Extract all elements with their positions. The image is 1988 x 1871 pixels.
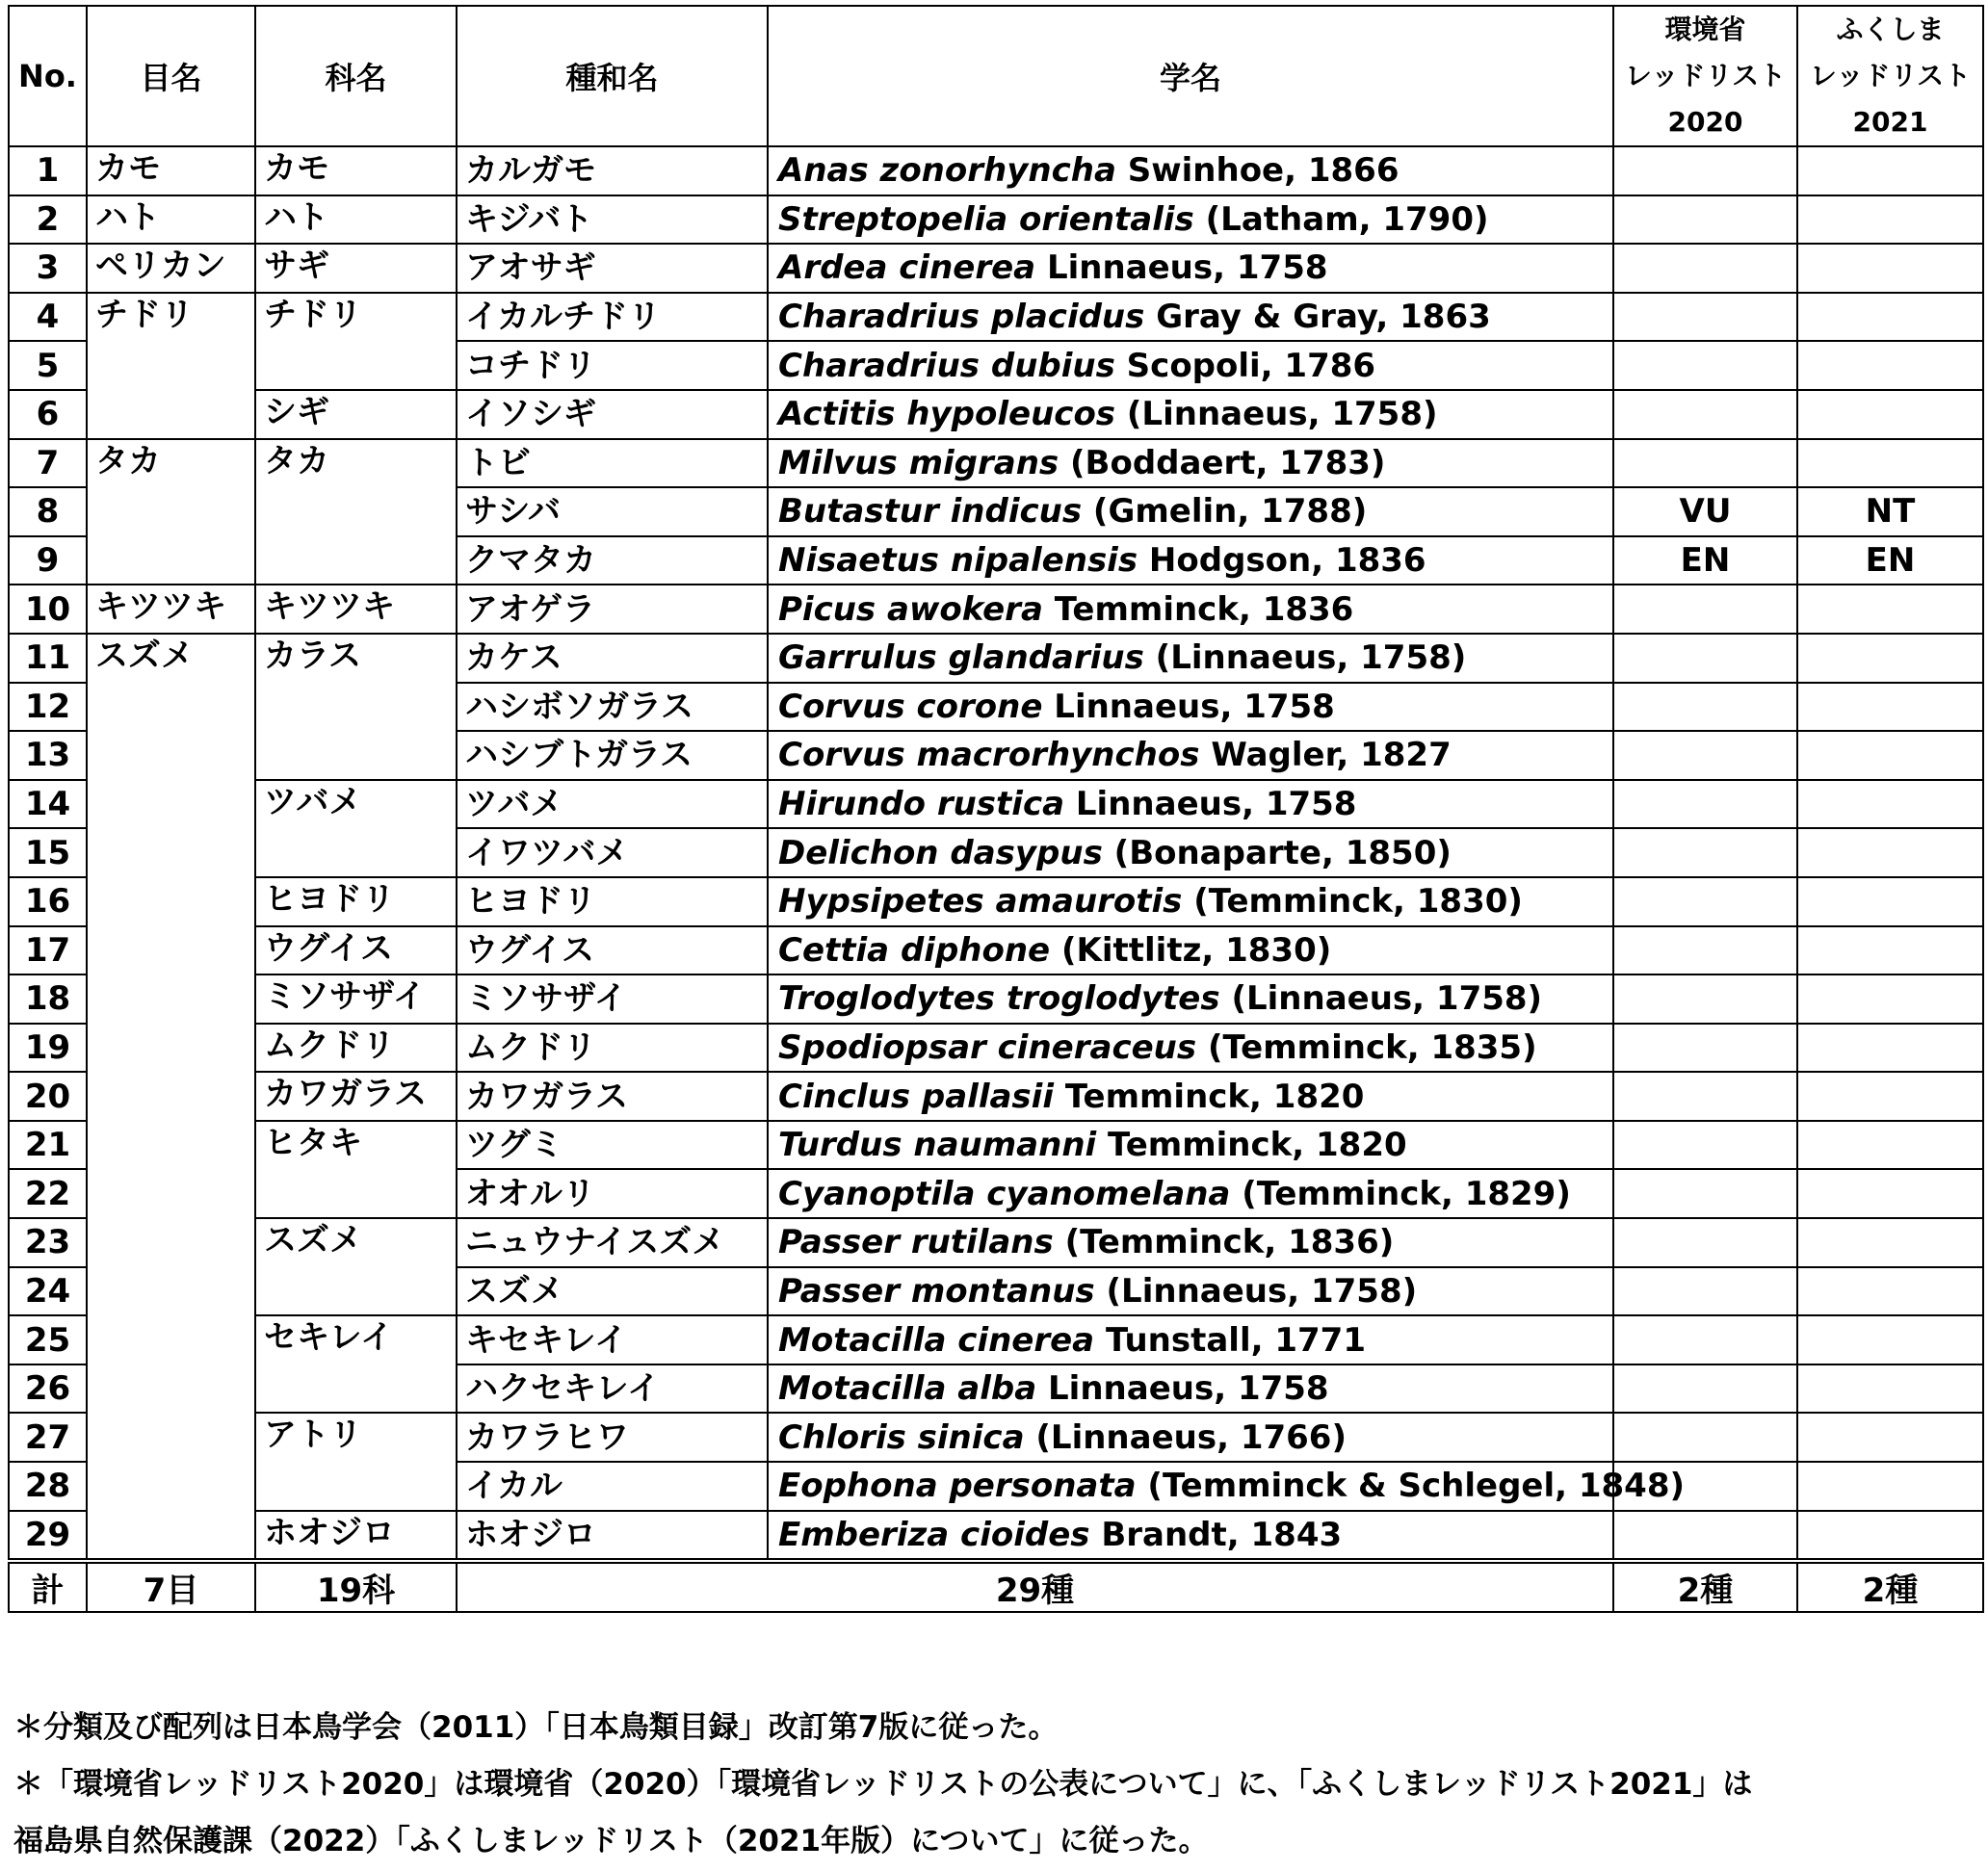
cell-scientific-name [768,877,1613,926]
cell-fukushima-status [1797,1121,1983,1170]
cell-moe-status [1613,146,1797,195]
author-year: (Temminck & Schlegel, 1848) [1147,1467,1686,1506]
author-year: Linnaeus, 1758 [1075,785,1357,824]
cell-japanese-name: ツグミ [457,1121,768,1170]
cell-fukushima-status [1797,926,1983,975]
cell-japanese-name: ウグイス [457,926,768,975]
cell-moe-status [1613,1364,1797,1414]
cell-fukushima-status [1797,780,1983,829]
cell-fukushima-status [1797,390,1983,439]
cell-fukushima-status [1797,439,1983,488]
genus-species: Passer rutilans [778,1223,1054,1262]
header-order: 目名 [87,6,255,146]
cell-no: 4 [9,293,87,342]
cell-moe-status [1613,1315,1797,1364]
table-row [9,780,1983,829]
cell-no: 25 [9,1315,87,1364]
cell-no: 5 [9,341,87,390]
cell-no: 6 [9,390,87,439]
genus-species: Chloris sinica [778,1417,1025,1457]
author-year: Hodgson, 1836 [1148,541,1426,581]
cell-japanese-name: スズメ [457,1267,768,1316]
author-year: Tunstall, 1771 [1105,1320,1366,1360]
genus-species: Ardea cinerea [778,248,1036,288]
genus-species: Emberiza cioides [778,1515,1090,1554]
header-moe-line: 2020 [1667,106,1743,138]
genus-species: Charadrius dubius [778,346,1115,385]
cell-order: タカ [87,439,255,585]
author-year: Gray & Gray, 1863 [1156,298,1491,337]
cell-japanese-name: クマタカ [457,536,768,585]
cell-no: 7 [9,439,87,488]
cell-order: スズメ [87,634,255,1561]
cell-japanese-name: アオサギ [457,244,768,293]
cell-fukushima-status [1797,585,1983,634]
cell-no: 14 [9,780,87,829]
cell-scientific-name [768,828,1613,877]
table-row [9,146,1983,195]
header-no: No. [9,6,87,146]
total-orders: 7目 [87,1561,255,1612]
cell-fukushima-status [1797,1315,1983,1364]
cell-family: シギ [255,390,457,439]
table-row [9,877,1983,926]
cell-fukushima-status [1797,1169,1983,1218]
cell-moe-status [1613,1024,1797,1073]
table-row [9,1121,1983,1170]
header-row [9,6,1983,146]
cell-no: 24 [9,1267,87,1316]
cell-japanese-name: ヒヨドリ [457,877,768,926]
total-fukushima: 2種 [1797,1561,1983,1612]
cell-scientific-name [768,244,1613,293]
cell-moe-status [1613,1121,1797,1170]
cell-no: 10 [9,585,87,634]
cell-family: カモ [255,146,457,195]
table-row [9,1413,1983,1462]
author-year: Temminck, 1836 [1054,589,1354,629]
cell-scientific-name [768,1072,1613,1121]
cell-moe-status [1613,1072,1797,1121]
cell-fukushima-status [1797,731,1983,780]
genus-species: Butastur indicus [778,492,1083,532]
cell-japanese-name: オオルリ [457,1169,768,1218]
table-row [9,1218,1983,1267]
cell-scientific-name [768,1364,1613,1414]
species-table [8,5,1984,1613]
cell-japanese-name: カケス [457,634,768,683]
cell-scientific-name [768,683,1613,732]
cell-no: 23 [9,1218,87,1267]
cell-scientific-name [768,1024,1613,1073]
cell-no: 3 [9,244,87,293]
cell-japanese-name: カワラヒワ [457,1413,768,1462]
table-row [9,585,1983,634]
cell-family: セキレイ [255,1315,457,1413]
footnote: 福島県自然保護課（2022）「ふくしまレッドリスト（2021年版）について」に従った。 [13,1824,1209,1858]
cell-family: サギ [255,244,457,293]
cell-scientific-name [768,780,1613,829]
cell-japanese-name: ホオジロ [457,1511,768,1562]
genus-species: Cettia diphone [778,930,1051,970]
header-moe-line: 環境省 [1664,13,1746,45]
author-year: (Linnaeus, 1766) [1035,1417,1347,1457]
cell-moe-status: EN [1613,536,1797,585]
cell-japanese-name: カワガラス [457,1072,768,1121]
table-row [9,926,1983,975]
cell-family: ツバメ [255,780,457,877]
author-year: Linnaeus, 1758 [1046,248,1328,288]
cell-moe-status [1613,877,1797,926]
cell-no: 26 [9,1364,87,1414]
genus-species: Garrulus glandarius [778,638,1144,678]
cell-scientific-name [768,1267,1613,1316]
cell-fukushima-status [1797,1218,1983,1267]
header-moe-redlist [1613,6,1797,146]
author-year: Wagler, 1827 [1211,736,1452,775]
table-row [9,634,1983,683]
genus-species: Motacilla cinerea [778,1320,1095,1360]
genus-species: Hirundo rustica [778,785,1065,824]
author-year: (Temminck, 1836) [1064,1223,1395,1262]
cell-scientific-name [768,1462,1686,1511]
cell-scientific-name [768,1218,1613,1267]
cell-fukushima-status [1797,828,1983,877]
cell-moe-status [1613,244,1797,293]
cell-scientific-name [768,439,1613,488]
cell-moe-status [1613,293,1797,342]
genus-species: Cinclus pallasii [778,1077,1054,1116]
cell-scientific-name [768,536,1613,585]
cell-fukushima-status [1797,195,1983,245]
cell-moe-status [1613,1413,1797,1462]
cell-no: 9 [9,536,87,585]
author-year: Temminck, 1820 [1064,1077,1365,1116]
cell-no: 8 [9,487,87,536]
author-year: Temminck, 1820 [1108,1126,1407,1165]
cell-scientific-name [768,974,1613,1024]
genus-species: Corvus macrorhynchos [778,736,1200,775]
cell-moe-status [1613,390,1797,439]
cell-japanese-name: ミソサザイ [457,974,768,1024]
table-row [9,1072,1983,1121]
cell-no: 16 [9,877,87,926]
cell-order: ハト [87,195,255,245]
total-label: 計 [9,1561,87,1612]
author-year: (Bonaparte, 1850) [1113,833,1452,872]
cell-no: 20 [9,1072,87,1121]
cell-scientific-name [768,390,1613,439]
cell-moe-status [1613,1169,1797,1218]
author-year: (Temminck, 1830) [1193,882,1523,922]
cell-family: ミソサザイ [255,974,457,1024]
cell-japanese-name: キセキレイ [457,1315,768,1364]
cell-moe-status [1613,634,1797,683]
cell-family: ハト [255,195,457,245]
total-moe: 2種 [1613,1561,1797,1612]
cell-family: ウグイス [255,926,457,975]
cell-moe-status [1613,926,1797,975]
cell-moe-status [1613,195,1797,245]
genus-species: Cyanoptila cyanomelana [778,1174,1231,1213]
cell-fukushima-status [1797,146,1983,195]
genus-species: Actitis hypoleucos [778,395,1116,434]
cell-scientific-name [768,487,1613,536]
cell-scientific-name [768,585,1613,634]
author-year: (Kittlitz, 1830) [1060,930,1332,970]
cell-moe-status [1613,780,1797,829]
header-fukushima-line: レッドリスト [1809,60,1972,91]
cell-fukushima-status [1797,1413,1983,1462]
cell-japanese-name: ツバメ [457,780,768,829]
cell-no: 12 [9,683,87,732]
cell-order: カモ [87,146,255,195]
cell-moe-status [1613,341,1797,390]
cell-scientific-name [768,1121,1613,1170]
cell-family: スズメ [255,1218,457,1315]
table-row [9,974,1983,1024]
cell-japanese-name: キジバト [457,195,768,245]
cell-scientific-name [768,293,1613,342]
cell-order: ペリカン [87,244,255,293]
cell-no: 21 [9,1121,87,1170]
table-body [9,146,1983,1561]
cell-japanese-name: イカル [457,1462,768,1511]
cell-scientific-name [768,1413,1613,1462]
cell-family: ムクドリ [255,1024,457,1073]
genus-species: Delichon dasypus [778,833,1103,872]
cell-fukushima-status [1797,1364,1983,1414]
genus-species: Eophona personata [778,1467,1137,1506]
genus-species: Passer montanus [778,1271,1095,1311]
cell-no: 1 [9,146,87,195]
author-year: Linnaeus, 1758 [1054,687,1335,726]
cell-fukushima-status [1797,1267,1983,1316]
cell-no: 17 [9,926,87,975]
cell-scientific-name [768,926,1613,975]
cell-moe-status [1613,731,1797,780]
table-row [9,439,1983,488]
cell-fukushima-status [1797,1024,1983,1073]
cell-scientific-name [768,146,1613,195]
author-year: Linnaeus, 1758 [1048,1369,1329,1409]
author-year: (Boddaert, 1783) [1070,443,1386,482]
cell-japanese-name: ハシブトガラス [457,731,768,780]
cell-scientific-name [768,1169,1613,1218]
cell-moe-status [1613,683,1797,732]
table-row [9,1024,1983,1073]
cell-moe-status: VU [1613,487,1797,536]
cell-fukushima-status [1797,683,1983,732]
genus-species: Turdus naumanni [778,1126,1097,1165]
cell-no: 18 [9,974,87,1024]
cell-no: 28 [9,1462,87,1511]
table-row [9,1511,1983,1562]
cell-fukushima-status [1797,1072,1983,1121]
author-year: (Temminck, 1829) [1242,1174,1571,1213]
header-family: 科名 [255,6,457,146]
cell-no: 29 [9,1511,87,1562]
author-year: (Linnaeus, 1758) [1106,1271,1418,1311]
cell-japanese-name: サシバ [457,487,768,536]
cell-no: 11 [9,634,87,683]
cell-no: 27 [9,1413,87,1462]
cell-moe-status [1613,1511,1797,1562]
cell-fukushima-status [1797,974,1983,1024]
genus-species: Streptopelia orientalis [778,199,1194,239]
cell-no: 2 [9,195,87,245]
cell-japanese-name: カルガモ [457,146,768,195]
header-moe-line: レッドリスト [1624,60,1787,91]
cell-family: ヒヨドリ [255,877,457,926]
author-year: (Gmelin, 1788) [1092,492,1368,532]
genus-species: Spodiopsar cineraceus [778,1027,1197,1067]
genus-species: Corvus corone [778,687,1043,726]
cell-japanese-name: ハシボソガラス [457,683,768,732]
cell-moe-status [1613,828,1797,877]
header-japanese-name: 種和名 [457,6,768,146]
table-row [9,1315,1983,1364]
cell-fukushima-status [1797,341,1983,390]
cell-fukushima-status [1797,634,1983,683]
cell-japanese-name: ムクドリ [457,1024,768,1073]
cell-moe-status [1613,974,1797,1024]
cell-family: アトリ [255,1413,457,1510]
cell-japanese-name: ニュウナイスズメ [457,1218,768,1267]
cell-no: 15 [9,828,87,877]
cell-japanese-name: イワツバメ [457,828,768,877]
header-fukushima-line: ふくしま [1836,13,1945,45]
cell-family: チドリ [255,293,457,390]
cell-scientific-name [768,731,1613,780]
cell-order: キツツキ [87,585,255,634]
table-row [9,195,1983,245]
cell-scientific-name [768,1511,1613,1562]
cell-japanese-name: トビ [457,439,768,488]
cell-no: 19 [9,1024,87,1073]
table-row [9,390,1983,439]
totals-row [9,1561,1983,1612]
cell-family: キツツキ [255,585,457,634]
cell-family: カラス [255,634,457,780]
author-year: Swinhoe, 1866 [1127,151,1399,191]
cell-fukushima-status [1797,1462,1983,1511]
cell-no: 13 [9,731,87,780]
genus-species: Picus awokera [778,589,1043,629]
table-row [9,244,1983,293]
cell-fukushima-status: NT [1797,487,1983,536]
footnote: ＊分類及び配列は日本鳥学会（2011）「日本鳥類目録」改訂第7版に従った。 [13,1710,1059,1745]
cell-scientific-name [768,634,1613,683]
cell-scientific-name [768,195,1613,245]
footnotes [13,1700,1978,1870]
author-year: Scopoli, 1786 [1126,346,1376,385]
cell-fukushima-status [1797,877,1983,926]
cell-fukushima-status [1797,244,1983,293]
footnote: ＊「環境省レッドリスト2020」は環境省（2020）「環境省レッドリストの公表について」に、「ふくしまレッドリスト2021」は [13,1767,1753,1802]
cell-family: ヒタキ [255,1121,457,1218]
header-fukushima-line: 2021 [1852,106,1928,138]
total-families: 19科 [255,1561,457,1612]
author-year: Brandt, 1843 [1101,1515,1343,1554]
cell-japanese-name: イソシギ [457,390,768,439]
cell-japanese-name: イカルチドリ [457,293,768,342]
author-year: (Latham, 1790) [1205,199,1489,239]
table-row [9,293,1983,342]
cell-moe-status [1613,585,1797,634]
author-year: (Linnaeus, 1758) [1231,979,1543,1019]
cell-scientific-name [768,341,1613,390]
header-fukushima-redlist [1797,6,1983,146]
genus-species: Anas zonorhyncha [778,151,1116,191]
genus-species: Troglodytes troglodytes [778,979,1220,1019]
cell-moe-status [1613,439,1797,488]
cell-family: タカ [255,439,457,585]
cell-family: ホオジロ [255,1511,457,1562]
genus-species: Nisaetus nipalensis [778,541,1138,581]
cell-scientific-name [768,1315,1613,1364]
genus-species: Hypsipetes amaurotis [778,882,1183,922]
author-year: (Linnaeus, 1758) [1155,638,1467,678]
author-year: (Temminck, 1835) [1207,1027,1537,1067]
cell-japanese-name: コチドリ [457,341,768,390]
genus-species: Charadrius placidus [778,298,1145,337]
cell-moe-status [1613,1218,1797,1267]
genus-species: Motacilla alba [778,1369,1037,1409]
cell-family: カワガラス [255,1072,457,1121]
cell-japanese-name: ハクセキレイ [457,1364,768,1414]
cell-fukushima-status [1797,293,1983,342]
cell-moe-status [1613,1267,1797,1316]
author-year: (Linnaeus, 1758) [1126,395,1438,434]
header-scientific-name: 学名 [768,6,1613,146]
cell-fukushima-status: EN [1797,536,1983,585]
cell-no: 22 [9,1169,87,1218]
cell-order: チドリ [87,293,255,439]
table-footer [9,1561,1983,1612]
total-species: 29種 [457,1561,1613,1612]
cell-fukushima-status [1797,1511,1983,1562]
table-header [9,6,1983,146]
cell-japanese-name: アオゲラ [457,585,768,634]
genus-species: Milvus migrans [778,443,1059,482]
